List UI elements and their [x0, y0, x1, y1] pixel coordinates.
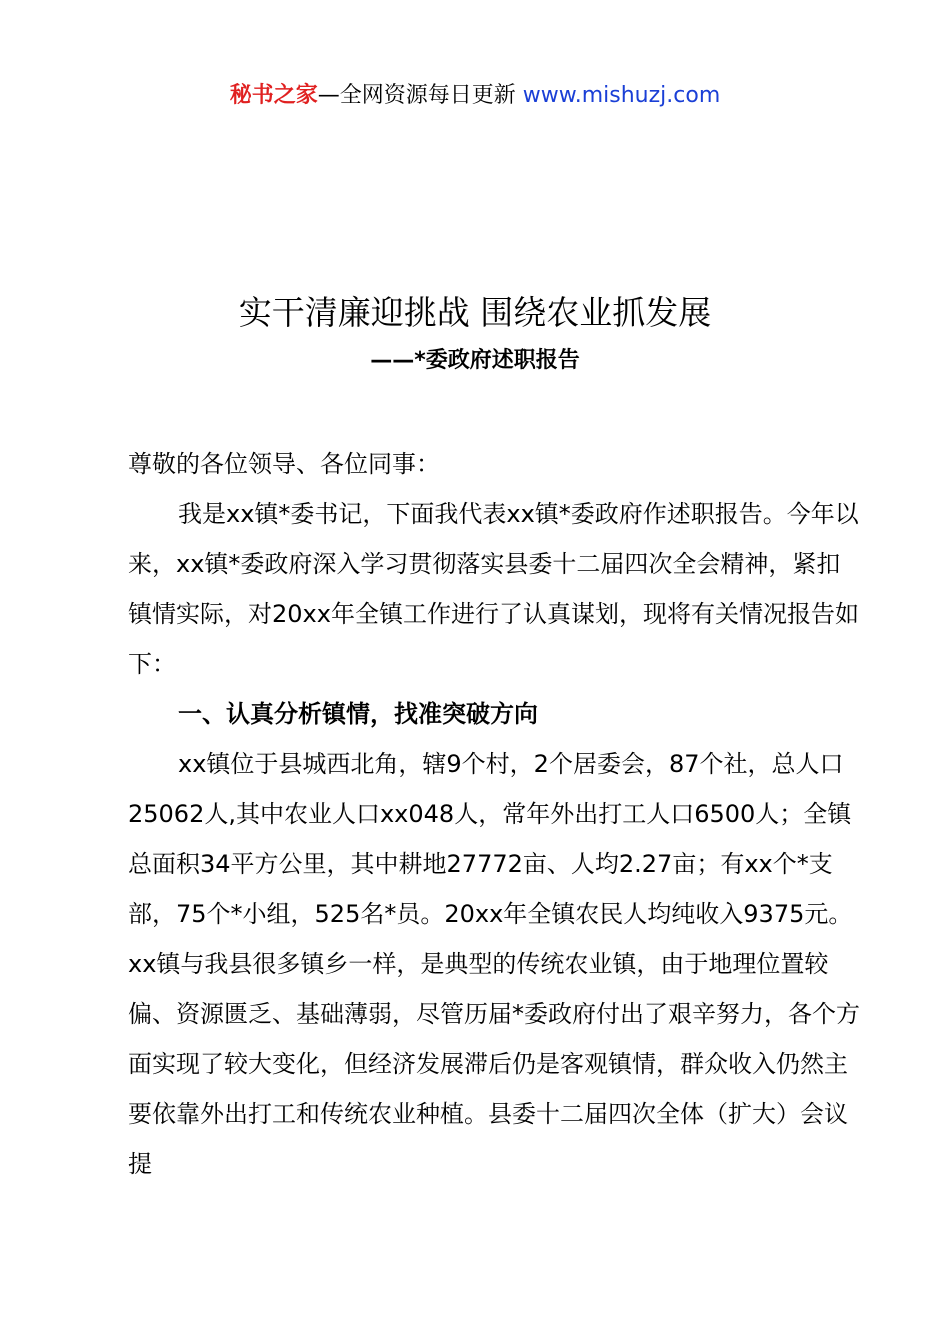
section-heading: 一、认真分析镇情，找准突破方向	[178, 700, 538, 728]
site-url-link[interactable]: www.mishuzj.com	[522, 83, 721, 108]
greeting-line: 尊敬的各位领导、各位同事：	[128, 450, 440, 478]
site-header	[0, 80, 950, 112]
site-brand: 秘书之家	[229, 83, 318, 108]
document-body	[128, 439, 863, 1189]
document-title: 实干清廉迎挑战 围绕农业抓发展	[238, 293, 712, 332]
section-paragraph: xx镇位于县城西北角，辖9个村，2个居委会，87个社，总人口25062人,其中农业人口xx048人，常年外出打工人口6500人；全镇总面积34平方公里，其中耕地27772亩、人均2.27亩；有xx个*支部，75个*小组，525名*员。20xx年全镇农民人均纯收入9375元。xx镇与我县很多镇乡一样，是典型的传统农业镇，由于地理位置较偏、资源匮乏、基础薄弱，尽管历届*委政府付出了艰辛努力，各个方面实现了较大变化，但经济发展滞后仍是客观镇情，群众收入仍然主要依靠外出打工和传统农业种植。县委十二届四次全体（扩大）会议提	[128, 750, 860, 1178]
intro-paragraph: 我是xx镇*委书记，下面我代表xx镇*委政府作述职报告。今年以来，xx镇*委政府深入学习贯彻落实县委十二届四次全会精神，紧扣镇情实际，对20xx年全镇工作进行了认真谋划，现将有关情况报告如下：	[128, 500, 859, 678]
site-tagline: —全网资源每日更新	[317, 83, 516, 108]
document-subtitle: ——*委政府述职报告	[370, 348, 580, 373]
